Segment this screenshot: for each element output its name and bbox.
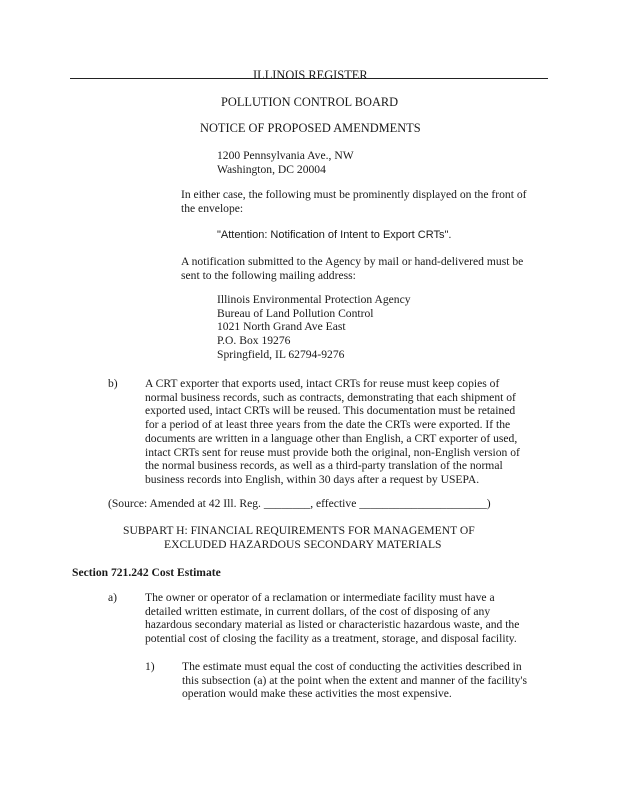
address-illinois-epa: [217, 293, 411, 362]
board-title: POLLUTION CONTROL BOARD: [221, 95, 399, 109]
attention-line: "Attention: Notification of Intent to Export CRTs".: [217, 229, 452, 241]
paragraph-line: In either case, the following must be prominently displayed on the front of: [181, 188, 527, 201]
address-line: 1021 North Grand Ave East: [217, 320, 346, 334]
paragraph-line: intact CRTs sent for reuse must provide both the original, non-English version of: [145, 445, 520, 459]
section-title: Section 721.242 Cost Estimate: [72, 566, 221, 579]
paragraph-line: hazardous secondary material as listed or characteristic hazardous waste, and the: [145, 618, 520, 632]
item-1-label: 1): [145, 660, 155, 673]
paragraph-line: business records into English, within 30 days after a request by USEPA.: [145, 472, 480, 486]
paragraph-line: potential cost of closing the facility as a treatment, storage, and disposal facility.: [145, 632, 517, 646]
item-1-paragraph: [182, 660, 527, 701]
either-case-paragraph: [181, 188, 526, 215]
paragraph-line: the envelope:: [181, 201, 244, 215]
paragraph-line: sent to the following mailing address:: [181, 268, 356, 282]
address-line: P.O. Box 19276: [217, 334, 291, 348]
paragraph-line: The owner or operator of a reclamation or intermediate facility must have a: [145, 591, 495, 604]
item-a-paragraph: [145, 591, 519, 646]
address-line: Springfield, IL 62794-9276: [217, 347, 345, 361]
paragraph-line: operation would make these activities the most expensive.: [182, 687, 452, 701]
address-line: Illinois Environmental Protection Agency: [217, 293, 411, 306]
paragraph-line: A notification submitted to the Agency by mail or hand-delivered must be: [181, 255, 524, 268]
paragraph-line: normal business records, such as contracts, demonstrating that each shipment of: [145, 390, 516, 404]
paragraph-line: documents are written in a language other than English, a CRT exporter of used,: [145, 431, 518, 445]
source-note: (Source: Amended at 42 Ill. Reg. ________, effective ______________________): [108, 497, 491, 510]
address-washington: [217, 149, 354, 176]
item-b-label: b): [108, 377, 118, 390]
address-line: Washington, DC 20004: [217, 162, 326, 176]
paragraph-line: this subsection (a) at the point when the extent and manner of the facility's: [182, 673, 527, 687]
paragraph-line: exported used, intact CRTs will be reused. This documentation must be retained: [145, 404, 516, 418]
paragraph-line: for a period of at least three years from the date the CRTs were exported. If the: [145, 418, 511, 432]
address-line: Bureau of Land Pollution Control: [217, 306, 374, 320]
notice-title: NOTICE OF PROPOSED AMENDMENTS: [200, 121, 421, 135]
register-title: ILLINOIS REGISTER: [253, 68, 368, 82]
subpart-heading-line2: EXCLUDED HAZARDOUS SECONDARY MATERIALS: [164, 538, 442, 551]
paragraph-line: The estimate must equal the cost of conducting the activities described in: [182, 660, 522, 673]
item-a-label: a): [108, 591, 118, 604]
subpart-heading-line1: SUBPART H: FINANCIAL REQUIREMENTS FOR MANAGEMENT OF: [123, 524, 475, 537]
item-b-paragraph: [145, 377, 520, 487]
paragraph-line: A CRT exporter that exports used, intact CRTs for reuse must keep copies of: [145, 377, 500, 390]
header-rule: [70, 78, 548, 79]
paragraph-line: detailed written estimate, in current dollars, of the cost of disposing of any: [145, 604, 491, 618]
notification-paragraph: [181, 255, 523, 282]
address-line: 1200 Pennsylvania Ave., NW: [217, 149, 354, 162]
paragraph-line: the normal business records, as well as a third-party translation of the normal: [145, 459, 503, 473]
